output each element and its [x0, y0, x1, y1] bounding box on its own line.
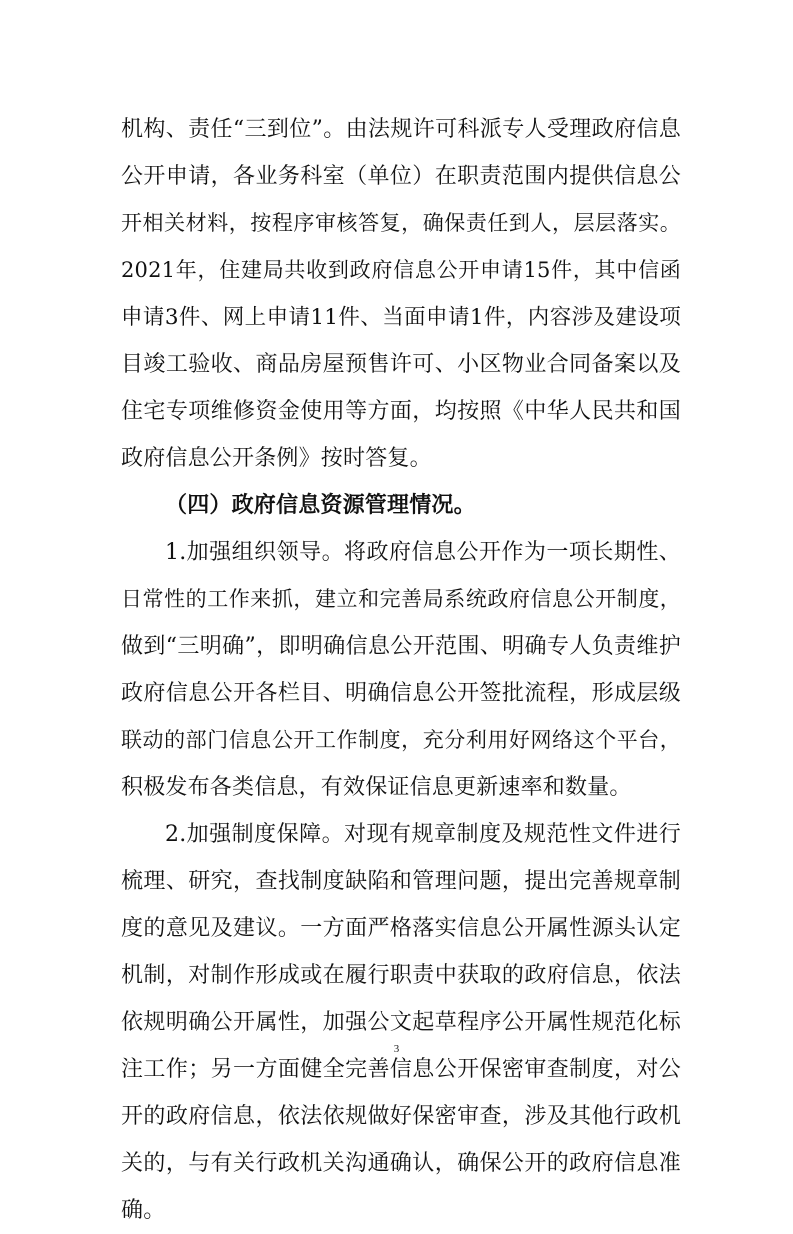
section-heading: （四）政府信息资源管理情况。 [165, 492, 476, 518]
paragraph-line: 做到“三明确”，即明确信息公开范围、明确专人负责维护 [121, 634, 681, 659]
paragraph-line: 开的政府信息，依法依规做好保密审查，涉及其他行政机 [121, 1104, 681, 1129]
paragraph-line: 政府信息公开条例》按时答复。 [121, 446, 432, 471]
paragraph-line: 日常性的工作来抓，建立和完善局系统政府信息公开制度， [121, 587, 681, 611]
paragraph-line: 住宅专项维修资金使用等方面，均按照《中华人民共和国 [121, 399, 681, 424]
paragraph-line: 1.加强组织领导。将政府信息公开作为一项长期性、 [165, 540, 681, 565]
paragraph-line: 确。 [121, 1198, 166, 1223]
paragraph-line: 依规明确公开属性，加强公文起草程序公开属性规范化标 [121, 1010, 681, 1035]
paragraph-line: 关的，与有关行政机关沟通确认，确保公开的政府信息准 [121, 1151, 681, 1176]
paragraph-line: 公开申请，各业务科室（单位）在职责范围内提供信息公 [121, 164, 681, 189]
paragraph-line: 政府信息公开各栏目、明确信息公开签批流程，形成层级 [121, 681, 681, 706]
paragraph-line: 联动的部门信息公开工作制度，充分利用好网络这个平台， [121, 728, 681, 752]
paragraph-line: 积极发布各类信息，有效保证信息更新速率和数量。 [121, 775, 632, 800]
paragraph-line: 2.加强制度保障。对现有规章制度及规范性文件进行 [165, 822, 681, 847]
paragraph-line: 申请3件、网上申请11件、当面申请1件，内容涉及建设项 [121, 305, 681, 330]
paragraph-line: 梳理、研究，查找制度缺陷和管理问题，提出完善规章制 [121, 869, 681, 894]
paragraph-line: 机构、责任“三到位”。由法规许可科派专人受理政府信息 [121, 117, 681, 142]
paragraph-line: 机制，对制作形成或在履行职责中获取的政府信息，依法 [121, 963, 681, 988]
paragraph-line: 目竣工验收、商品房屋预售许可、小区物业合同备案以及 [121, 352, 681, 377]
paragraph-line: 注工作；另一方面健全完善信息公开保密审查制度，对公 [121, 1057, 681, 1082]
paragraph-line: 度的意见及建议。一方面严格落实信息公开属性源头认定 [121, 916, 681, 941]
paragraph-line: 2021年，住建局共收到政府信息公开申请15件，其中信函 [121, 258, 681, 282]
page-number: 3 [393, 1043, 400, 1055]
paragraph-line: 开相关材料，按程序审核答复，确保责任到人，层层落实。 [121, 211, 681, 235]
document-body [121, 106, 681, 1234]
